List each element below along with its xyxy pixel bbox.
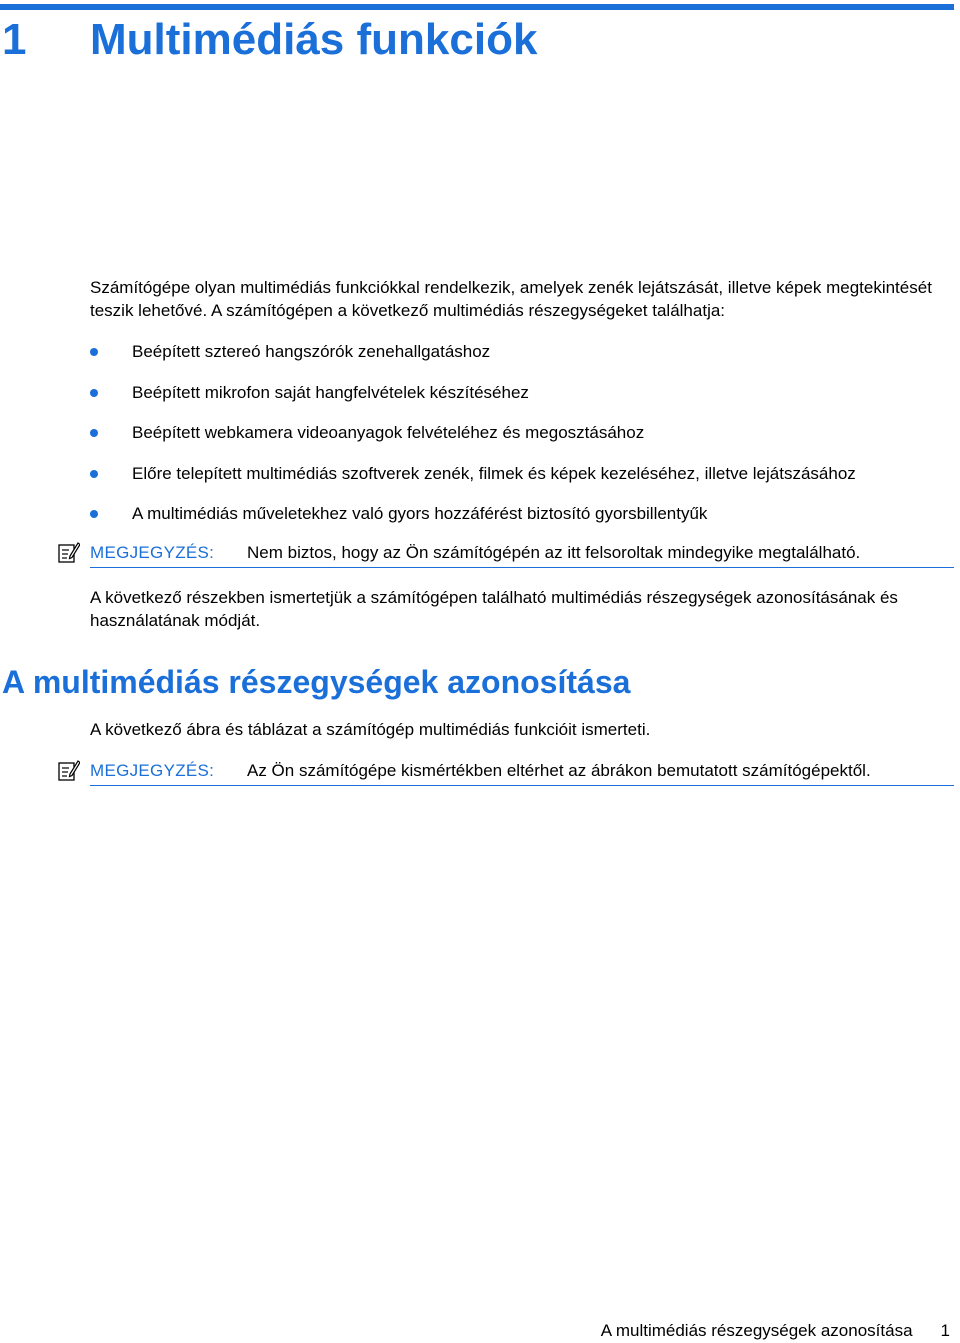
list-item — [90, 381, 955, 422]
note-pencil-icon — [58, 541, 80, 563]
list-item — [90, 462, 955, 503]
bullet-dot-icon — [90, 470, 98, 478]
bullet-dot-icon — [90, 510, 98, 518]
intro-paragraph: Számítógépe olyan multimédiás funkciókkal rendelkezik, amelyek zenék lejátszását, illetve képek megtekintését teszik lehetővé. A számítógépen a következő multimédiás részegységeket találhatja: — [90, 278, 932, 320]
list-item — [90, 502, 955, 543]
note-pencil-icon — [58, 759, 80, 781]
note-text: Az Ön számítógépe kismértékben eltérhet az ábrákon bemutatott számítógépektől. — [247, 761, 871, 780]
section-title: A multimédiás részegységek azonosítása — [2, 664, 631, 700]
chapter-number: 1 — [2, 15, 27, 64]
note-box — [58, 759, 954, 787]
chapter-title — [2, 12, 537, 68]
top-rule — [0, 4, 954, 10]
chapter-title-text: Multimédiás funkciók — [90, 15, 538, 64]
feature-list — [90, 340, 955, 543]
list-item-text: Beépített webkamera videoanyagok felvételéhez és megosztásához — [132, 423, 645, 442]
note-divider — [90, 567, 954, 568]
list-item — [90, 340, 955, 381]
bullet-dot-icon — [90, 389, 98, 397]
note-text: Nem biztos, hogy az Ön számítógépén az itt felsoroltak mindegyike megtalálható. — [247, 543, 861, 562]
note-label: MEGJEGYZÉS: — [90, 761, 215, 780]
paragraph: A következő részekben ismertetjük a számítógépen található multimédiás részegységek azonosításának és használatának módját. — [90, 588, 898, 630]
note-label: MEGJEGYZÉS: — [90, 543, 215, 562]
bullet-dot-icon — [90, 348, 98, 356]
list-item — [90, 421, 955, 462]
section-paragraph: A következő ábra és táblázat a számítógép multimédiás funkcióit ismerteti. — [90, 720, 651, 739]
footer-section-name: A multimédiás részegységek azonosítása — [600, 1321, 913, 1340]
page-number: 1 — [940, 1321, 950, 1340]
list-item-text: A multimédiás műveletekhez való gyors hozzáférést biztosító gyorsbillentyűk — [132, 504, 708, 523]
page-footer — [601, 1319, 950, 1342]
note-box — [58, 541, 954, 569]
list-item-text: Előre telepített multimédiás szoftverek zenék, filmek és képek kezeléséhez, illetve lejátszásához — [132, 463, 856, 483]
list-item-text: Beépített mikrofon saját hangfelvételek készítéséhez — [132, 382, 529, 402]
list-item-text: Beépített sztereó hangszórók zenehallgatáshoz — [132, 342, 491, 361]
note-divider — [90, 785, 954, 786]
bullet-dot-icon — [90, 429, 98, 437]
